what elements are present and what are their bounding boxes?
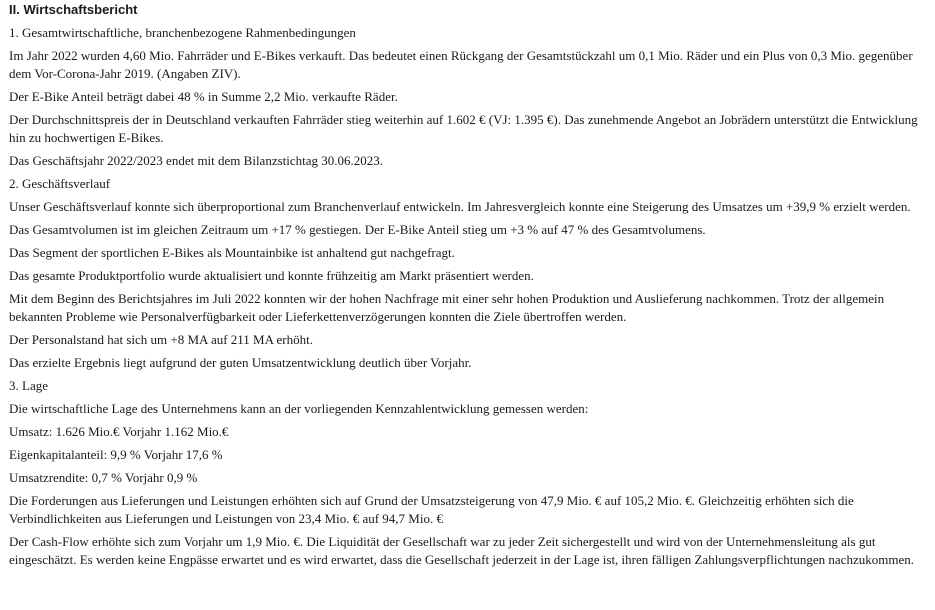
- paragraph: Das Geschäftsjahr 2022/2023 endet mit dem Bilanzstichtag 30.06.2023.: [9, 153, 384, 168]
- paragraph: Die Forderungen aus Lieferungen und Leistungen erhöhten sich auf Grund der Umsatzsteigerung von 47,9 Mio. € auf 105,2 Mio. €. Gleichzeitig erhöhten sich die Verbindlichkeiten aus Lieferungen und Leistungen von 23,4 Mio. € auf 94,7 Mio. €: [9, 493, 854, 526]
- paragraph: Die wirtschaftliche Lage des Unternehmens kann an der vorliegenden Kennzahlentwicklung gemessen werden:: [9, 401, 589, 416]
- paragraph: Das gesamte Produktportfolio wurde aktualisiert und konnte frühzeitig am Markt präsentiert werden.: [9, 268, 534, 283]
- paragraph: Das Segment der sportlichen E-Bikes als Mountainbike ist anhaltend gut nachgefragt.: [9, 245, 455, 260]
- paragraph: Unser Geschäftsverlauf konnte sich überproportional zum Branchenverlauf entwickeln. Im Jahresvergleich konnte eine Steigerung des Umsatzes um +39,9 % erzielt werden.: [9, 199, 911, 214]
- paragraph: Das Gesamtvolumen ist im gleichen Zeitraum um +17 % gestiegen. Der E-Bike Anteil stieg um +3 % auf 47 % des Gesamtvolumens.: [9, 222, 706, 237]
- paragraph: Mit dem Beginn des Berichtsjahres im Juli 2022 konnten wir der hohen Nachfrage mit einer sehr hohen Produktion und Auslieferung nachkommen. Trotz der allgemein bekannten Probleme wie Personalverfügbarkeit oder Lieferkettenverzögerungen konnten die Ziele übertroffen werden.: [9, 291, 885, 324]
- subsection-title: 3. Lage: [9, 378, 48, 393]
- section-heading: II. Wirtschaftsbericht: [9, 2, 138, 17]
- paragraph: Der E-Bike Anteil beträgt dabei 48 % in Summe 2,2 Mio. verkaufte Räder.: [9, 89, 398, 104]
- paragraph: Das erzielte Ergebnis liegt aufgrund der guten Umsatzentwicklung deutlich über Vorjahr.: [9, 355, 472, 370]
- paragraph: Der Durchschnittspreis der in Deutschland verkauften Fahrräder stieg weiterhin auf 1.602 € (VJ: 1.395 €). Das zunehmende Angebot an Jobrädern unterstützt die Entwicklung hin zu hochwertigen E-Bikes.: [9, 112, 918, 145]
- paragraph: Der Personalstand hat sich um +8 MA auf 211 MA erhöht.: [9, 332, 314, 347]
- subsection-title: 2. Geschäftsverlauf: [9, 176, 111, 191]
- paragraph: Der Cash-Flow erhöhte sich zum Vorjahr um 1,9 Mio. €. Die Liquidität der Gesellschaft war zu jeder Zeit sichergestellt und wird von der Unternehmensleitung als gut eingeschätzt. Es werden keine Engpässe erwartet und es wird erwartet, dass die Gesellschaft jederzeit in der Lage ist, ihren fälligen Zahlungsverpflichtungen nachzukommen.: [9, 534, 914, 567]
- kpi-line: Umsatz: 1.626 Mio.€ Vorjahr 1.162 Mio.€: [9, 424, 229, 439]
- subsection-title: 1. Gesamtwirtschaftliche, branchenbezogene Rahmenbedingungen: [9, 25, 356, 40]
- paragraph: Im Jahr 2022 wurden 4,60 Mio. Fahrräder und E-Bikes verkauft. Das bedeutet einen Rückgang der Gesamtstückzahl um 0,1 Mio. Räder und ein Plus von 0,3 Mio. gegenüber dem Vor-Corona-Jahr 2019. (Angaben ZIV).: [9, 48, 913, 81]
- kpi-line: Umsatzrendite: 0,7 % Vorjahr 0,9 %: [9, 470, 198, 485]
- kpi-line: Eigenkapitalanteil: 9,9 % Vorjahr 17,6 %: [9, 447, 223, 462]
